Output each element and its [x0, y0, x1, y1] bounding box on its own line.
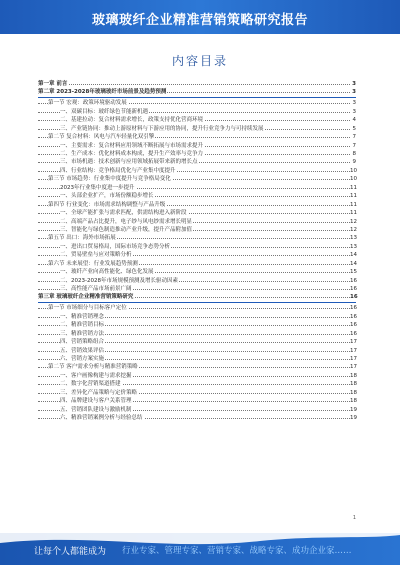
toc-entry[interactable]	[38, 293, 356, 301]
toc-entry-title: 一、客户画像构建与需求挖掘	[60, 372, 132, 379]
toc-entry-page: 16	[350, 277, 357, 284]
toc-entry[interactable]	[38, 355, 356, 363]
toc-entry[interactable]	[38, 125, 356, 133]
toc-entry[interactable]	[38, 184, 356, 192]
toc-entry-page: 12	[350, 226, 357, 233]
toc-entry[interactable]	[38, 209, 356, 217]
toc-entry[interactable]	[38, 251, 356, 259]
toc-entry[interactable]	[38, 330, 356, 338]
toc-entry[interactable]	[38, 201, 356, 209]
toc-entry-title: 第五节 出口：海外市场拓展	[48, 235, 116, 242]
toc-entry-title: 二、基建拉动：复合材料需求增长，政策支持优化营商环境	[60, 117, 204, 124]
toc-entry[interactable]	[38, 277, 356, 285]
toc-entry-page: 16	[350, 330, 357, 337]
toc-entry-page: 17	[350, 347, 357, 354]
toc-entry-title: 三、差异化产品策略与定价策略	[60, 389, 138, 396]
toc-entry-page: 10	[350, 176, 357, 183]
toc-entry-title: 三、精准营销方法	[60, 330, 105, 337]
toc-entry[interactable]	[38, 372, 356, 380]
footer-bar	[0, 533, 400, 565]
toc-entry-title: 五、营销团队建设与激励机制	[60, 406, 132, 413]
toc-entry-title: 六、营销方案实施	[60, 356, 105, 362]
toc-entry-page: 7	[350, 133, 356, 141]
toc-entry-title: 第一节 宏观：政策环境驱动发展	[48, 100, 127, 107]
toc-entry[interactable]	[38, 406, 356, 414]
footer-slogan-right: 行业专家、管理专家、营销专家、战略专家、成功企业家……	[122, 546, 352, 556]
toc-entry-page: 9	[350, 158, 356, 166]
toc-entry-page: 19	[350, 406, 357, 413]
toc-entry-page: 13	[350, 243, 357, 250]
toc-entry[interactable]	[38, 99, 356, 107]
page-number: 1	[352, 515, 356, 521]
toc-entry-title: 一、进出口贸易格局，国际市场竞争态势分析	[60, 243, 171, 250]
toc-entry[interactable]	[38, 304, 356, 312]
toc-entry[interactable]	[38, 285, 356, 293]
toc-entry[interactable]	[38, 226, 356, 234]
toc-entry-page: 17	[350, 364, 357, 371]
toc-entry[interactable]	[38, 321, 356, 329]
toc-entry-page: 18	[350, 389, 357, 396]
toc-entry[interactable]	[38, 150, 356, 158]
toc-entry-page: 16	[350, 305, 357, 312]
toc-entry-title: 第二节 复合材料：风电与汽车轻量化双引擎	[48, 134, 155, 141]
toc-entry[interactable]	[38, 414, 356, 422]
toc-entry-title: 三、市场机遇：技术创新与应用领域拓展带来新的增长点	[60, 159, 198, 166]
toc-entry-page: 8	[350, 150, 356, 158]
toc-entry-page: 11	[350, 201, 357, 208]
report-title: 玻璃玻纤企业精准营销策略研究报告	[91, 13, 308, 28]
toc-entry-page: 5	[350, 125, 356, 133]
toc-entry[interactable]	[38, 243, 356, 251]
toc-entry-page: 12	[350, 218, 357, 225]
toc-entry[interactable]	[38, 268, 356, 276]
toc-entry[interactable]	[38, 363, 356, 371]
toc-entry[interactable]	[38, 158, 356, 166]
toc-entry[interactable]	[38, 218, 356, 226]
toc-entry-page: 7	[350, 142, 356, 150]
toc-leader-dots	[38, 84, 350, 85]
toc-entry-title: 四、营销策略组合	[60, 339, 105, 346]
toc-entry-page: 14	[350, 260, 357, 267]
toc-entry-title: 一、双碳目标：玻纤绿色节能新机遇	[60, 108, 149, 115]
toc-entry-title: 第一章 前言	[38, 80, 68, 89]
toc-entry-page: 4	[350, 116, 356, 124]
toc-entry-title: 第二节 客户需求分析与精准营销策略	[48, 364, 138, 371]
toc-entry-page: 18	[350, 381, 357, 388]
toc-entry[interactable]	[38, 142, 356, 150]
toc-entry-page: 11	[350, 193, 357, 200]
toc-entry-page: 3	[350, 88, 356, 96]
toc-entry[interactable]	[38, 80, 356, 88]
toc-heading: 内容目录	[171, 54, 228, 68]
toc-entry[interactable]	[38, 108, 356, 116]
toc-entry[interactable]	[38, 192, 356, 200]
toc-entry-title: 一、精准营销理念	[60, 313, 105, 320]
footer-slogan-left: 让每个人都能成为	[34, 547, 107, 557]
toc-entry[interactable]	[38, 133, 356, 141]
toc-entry-title: 四、品牌建设与客户关系管理	[60, 398, 132, 405]
toc-entry-title: 三、智能化与绿色制造推动产业升级，提升产品附加值	[60, 226, 193, 233]
toc-entry-title: 二、数字化营销渠道搭建	[60, 381, 121, 388]
toc-entry-page: 16	[350, 294, 358, 301]
toc-entry-page: 16	[350, 322, 357, 329]
toc-entry-title: 二、高端产品占比提升，电子纱与风电纱需求增长明显	[60, 218, 193, 225]
toc-entry-title: 五、营销效果评估	[60, 347, 105, 354]
toc-entry-title: 一、主要需求：复合材料应用领域不断拓展与市场需求提升	[60, 142, 204, 149]
toc-entry-page: 15	[350, 269, 357, 276]
toc-entry-title: 三、产业链协同：推动上游原材料与下游应用的协同，提升行业竞争力与可持续发展	[60, 125, 264, 132]
toc-entry-page: 11	[350, 184, 357, 191]
toc-entry-page: 17	[350, 339, 357, 346]
toc-entry-page: 16	[350, 313, 357, 320]
toc-entry-title: 六、精准营销案例分析与经验总结	[60, 415, 143, 422]
toc-entry-page: 19	[350, 415, 357, 422]
toc-entry[interactable]	[38, 347, 356, 355]
toc-entry-page: 18	[350, 372, 357, 379]
toc-entry-title: 一、全球产能扩张与需求匹配，供需结构进入新阶段	[60, 210, 187, 217]
toc-entry-page: 18	[350, 398, 357, 405]
toc-entry-title: 第三节 市场趋势：行业集中度提升与竞争格局变化	[48, 176, 171, 183]
toc-entry-page: 17	[350, 356, 357, 362]
toc-entry-page: 11	[350, 210, 357, 217]
toc-entry[interactable]	[38, 389, 356, 397]
toc-entry[interactable]	[38, 397, 356, 405]
toc-entry-page: 13	[350, 235, 357, 242]
toc-entry-page: 3	[350, 108, 356, 116]
toc-entry-page: 3	[350, 80, 356, 88]
toc-entry-page: 14	[350, 252, 357, 259]
toc-entry[interactable]	[38, 380, 356, 388]
table-of-contents	[38, 80, 356, 423]
toc-entry[interactable]	[38, 88, 356, 96]
toc-entry-page: 10	[350, 167, 357, 174]
toc-entry-title: 二、贸易壁垒与应对策略分析	[60, 252, 132, 259]
toc-entry-title: 二、生产成本：优化材料成本构成，提升生产效率与竞争力	[60, 151, 204, 157]
toc-entry[interactable]	[38, 116, 356, 124]
toc-entry-title: 第一节 市场细分与目标客户定位	[48, 305, 127, 312]
toc-entry[interactable]	[38, 167, 356, 175]
toc-entry-page: 3	[350, 99, 356, 107]
toc-entry-title: 第六节 未来展望：行业发展趋势预测	[48, 260, 138, 267]
toc-entry-title: 第二章 2023-2028年玻璃玻纤市场前景及趋势预测	[38, 88, 167, 97]
toc-entry-title: 第四节 行业变化：市场需求结构调整与产品升级	[48, 201, 166, 208]
toc-entry[interactable]	[38, 260, 356, 268]
toc-entry[interactable]	[38, 313, 356, 321]
toc-entry[interactable]	[38, 175, 356, 183]
toc-entry-title: 二、精准营销目标	[60, 322, 105, 329]
report-header-bar	[0, 0, 400, 34]
toc-entry-title: 四、行业结构：竞争格局优化与产业集中度提升	[60, 167, 176, 174]
toc-entry-title: 二、2023-2028年市场规模预测及增长驱动因素	[60, 277, 178, 284]
toc-entry-title: 三、高性能产品市场前景广阔	[60, 286, 132, 292]
toc-entry-title: 第三章 玻璃玻纤企业精准营销策略研究	[38, 293, 134, 302]
toc-entry-page: 16	[350, 286, 357, 292]
toc-entry-title: 一、头部企业扩产，市场份额稳步增长	[60, 193, 154, 200]
toc-entry-title: 2023年行业集中度进一步提升	[60, 184, 135, 191]
toc-entry[interactable]	[38, 338, 356, 346]
toc-entry[interactable]	[38, 234, 356, 242]
toc-entry-title: 一、玻纤产业向高性能化、绿色化发展	[60, 269, 154, 276]
